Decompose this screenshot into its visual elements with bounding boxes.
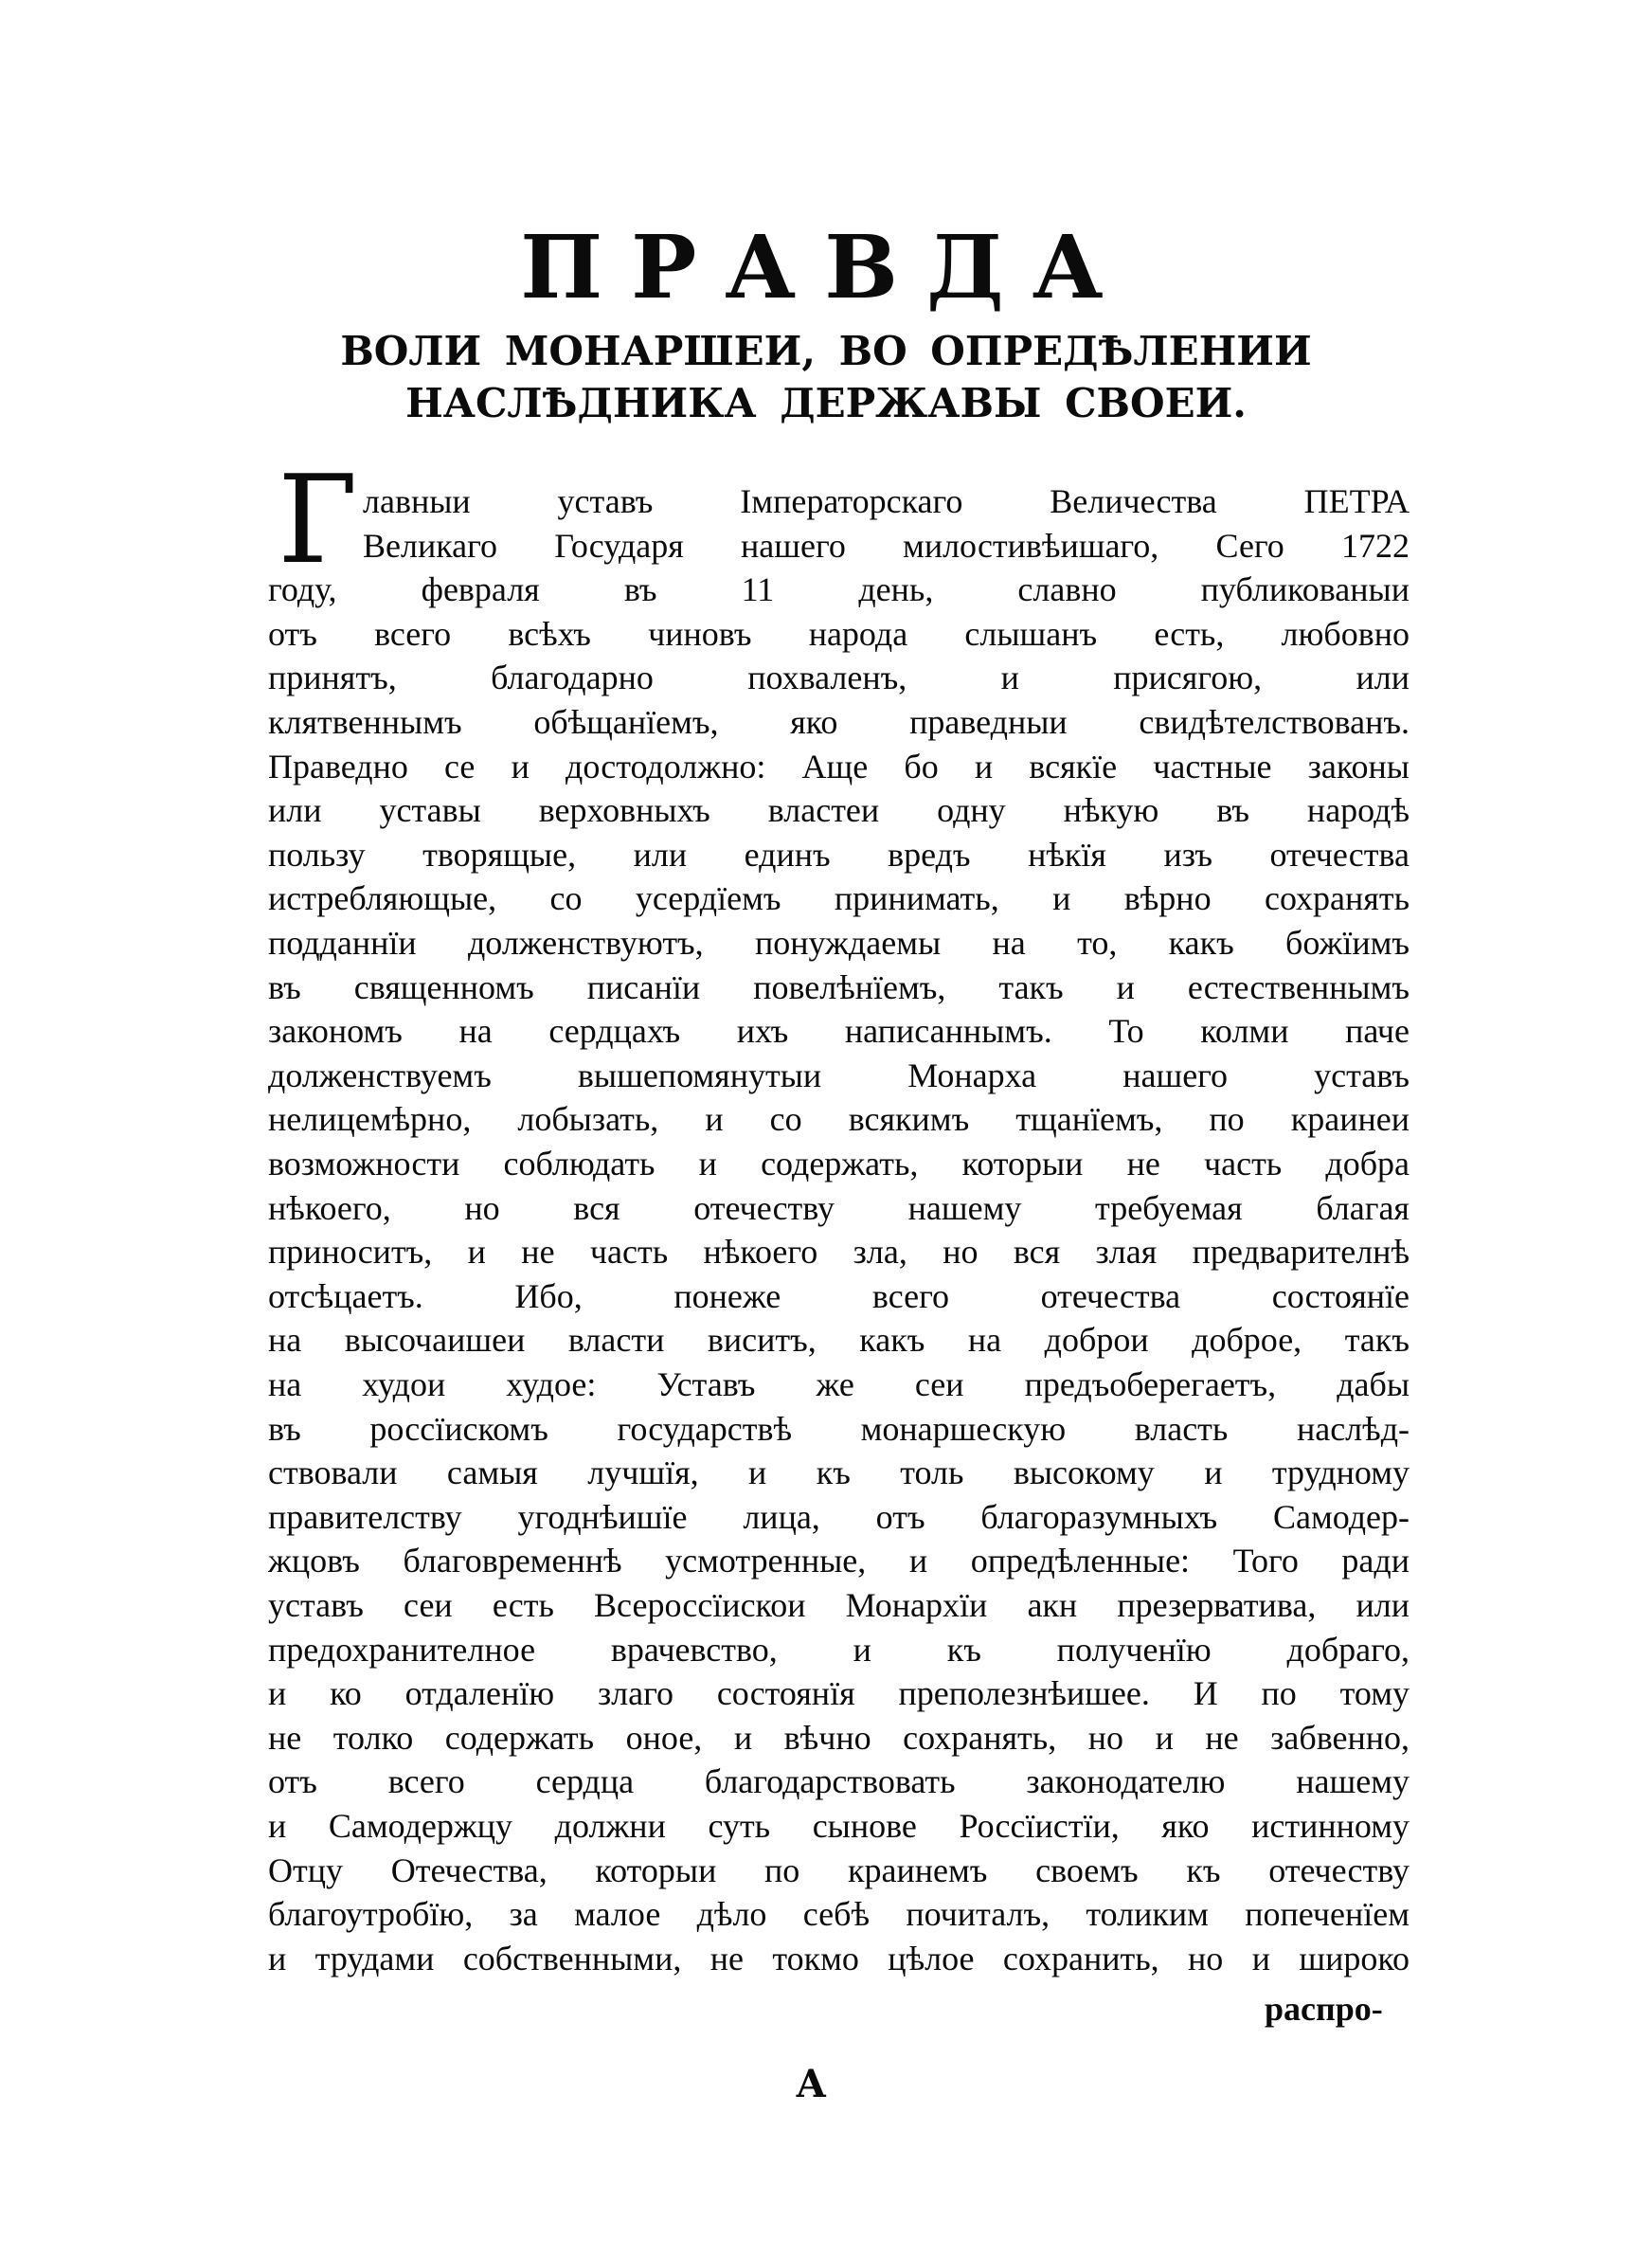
text-line: и ко отдаленїю злаго состоянїя преполезнѣишее. И по тому bbox=[268, 1674, 1410, 1713]
text-line: клятвеннымъ обѣщанїемъ, яко праведныи свидѣтелствованъ. bbox=[268, 703, 1410, 741]
text-line: Праведно се и достодолжно: Аще бо и всякїе частные законы bbox=[268, 747, 1410, 785]
catchword: распро- bbox=[1265, 1990, 1383, 2028]
text-line: въ священномъ писанїи повелѣнїемъ, такъ и естественнымъ bbox=[268, 967, 1410, 1006]
text-line: правителству угоднѣишїе лица, отъ благоразумныхъ Самодер- bbox=[268, 1497, 1410, 1536]
text-line: предохранителное врачевство, и къ полученїю добраго, bbox=[268, 1630, 1410, 1669]
document-title: ПРАВДА bbox=[520, 216, 1132, 318]
text-line: закономъ на сердцахъ ихъ написаннымъ. То колми паче bbox=[268, 1012, 1410, 1051]
signature-mark: А bbox=[796, 2062, 827, 2106]
text-line: году, февраля въ 11 день, славно публикованыи bbox=[268, 570, 1410, 609]
text-line: или уставы верховныхъ властеи одну нѣкую въ народѣ bbox=[268, 791, 1410, 830]
text-line: на худои худое: Уставъ же сеи предъоберегаетъ, дабы bbox=[268, 1365, 1410, 1403]
text-line: Отцу Отечества, которыи по краинемъ своемъ къ отечеству bbox=[268, 1851, 1410, 1889]
text-line: не толко содержать оное, и вѣчно сохранять, но и не забвенно, bbox=[268, 1718, 1410, 1757]
text-line: истребляющые, со усердїемъ принимать, и вѣрно сохранять bbox=[268, 879, 1410, 918]
text-line: нѣкоего, но вся отечеству нашему требуемая благая bbox=[268, 1188, 1410, 1227]
text-line: и Самодержцу должни суть сынове Россїистїи, яко истинному bbox=[268, 1807, 1410, 1845]
text-line: пользу творящые, или единъ вредъ нѣкїя изъ отечества bbox=[268, 835, 1410, 874]
text-line: отъ всего всѣхъ чиновъ народа слышанъ есть, любовно bbox=[268, 614, 1410, 653]
text-line: отъ всего сердца благодарствовать законодателю нашему bbox=[268, 1762, 1410, 1801]
text-line: приноситъ, и не часть нѣкоего зла, но вся злая предварителнѣ bbox=[268, 1233, 1410, 1272]
text-line: подданнїи долженствуютъ, понуждаемы на то, какъ божїимъ bbox=[268, 924, 1410, 962]
text-line: уставъ сеи есть Всероссїискои Монархїи акн презерватива, или bbox=[268, 1586, 1410, 1624]
text-line: на высочаишеи власти виситъ, какъ на доброи доброе, такъ bbox=[268, 1321, 1410, 1360]
text-line: ствовали самыя лучшїя, и къ толь высокому и трудному bbox=[268, 1454, 1410, 1492]
text-line: отсѣцаетъ. Ибо, понеже всего отечества состоянїе bbox=[268, 1276, 1410, 1315]
dropcap bbox=[278, 469, 359, 566]
text-line: принятъ, благодарно похваленъ, и присягою, или bbox=[268, 659, 1410, 697]
dropcap-letter: Г bbox=[278, 469, 358, 566]
subtitle-line-2: НАСЛѢДНИКА ДЕРЖАВЫ СВОЕИ. bbox=[405, 380, 1247, 426]
text-line: лавныи уставъ Імператорскаго Величества ПЕТРА bbox=[363, 482, 1410, 520]
text-line: Великаго Государя нашего милостивѣишаго, Сего 1722 bbox=[363, 526, 1410, 565]
subtitle-line-1: ВОЛИ МОНАРШЕИ, ВО ОПРЕДѢЛЕНИИ bbox=[340, 328, 1312, 374]
text-line: благоутробїю, за малое дѣло себѣ почиталъ, толиким попеченїем bbox=[268, 1895, 1410, 1934]
text-line: долженствуемъ вышепомянутыи Монарха нашего уставъ bbox=[268, 1056, 1410, 1094]
text-line: и трудами собственными, не токмо цѣлое сохранить, но и широко bbox=[268, 1939, 1410, 1977]
text-line: въ россїискомъ государствѣ монаршескую власть наслѣд- bbox=[268, 1409, 1410, 1448]
text-line: жцовъ благовременнѣ усмотренные, и опредѣленные: Того ради bbox=[268, 1542, 1410, 1580]
text-line: нелицемѣрно, лобызать, и со всякимъ тщанїемъ, по краинеи bbox=[268, 1100, 1410, 1139]
text-line: возможности соблюдать и содержать, которыи не часть добра bbox=[268, 1145, 1410, 1183]
